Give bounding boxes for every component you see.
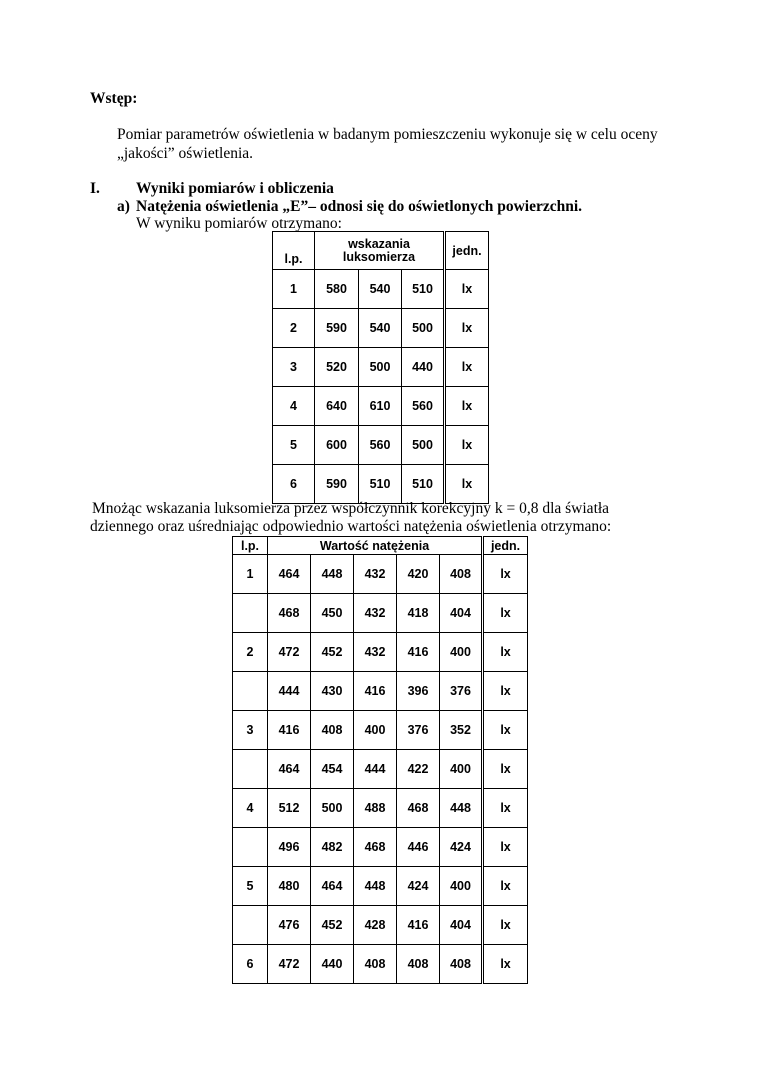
cell-value: 400 bbox=[440, 867, 483, 906]
cell-value: 464 bbox=[268, 555, 311, 594]
col-readings-line-2: luksomierza bbox=[342, 249, 416, 264]
table-header-row bbox=[273, 232, 489, 270]
cell-value: 422 bbox=[397, 750, 440, 789]
cell-unit: lx bbox=[483, 867, 528, 906]
cell-unit: lx bbox=[445, 309, 489, 348]
cell-lp bbox=[233, 828, 268, 867]
cell-value: 450 bbox=[311, 594, 354, 633]
cell-unit: lx bbox=[483, 711, 528, 750]
col-unit-header: jedn. bbox=[483, 537, 528, 555]
intensity-table bbox=[232, 536, 528, 984]
cell-value: 408 bbox=[440, 945, 483, 984]
cell-value: 452 bbox=[311, 633, 354, 672]
cell-unit: lx bbox=[483, 945, 528, 984]
table-row bbox=[273, 348, 489, 387]
cell-value: 580 bbox=[315, 270, 359, 309]
table-row bbox=[233, 555, 528, 594]
cell-lp bbox=[233, 750, 268, 789]
cell-value: 496 bbox=[268, 828, 311, 867]
cell-unit: lx bbox=[445, 348, 489, 387]
cell-value: 448 bbox=[440, 789, 483, 828]
cell-value: 452 bbox=[311, 906, 354, 945]
cell-value: 476 bbox=[268, 906, 311, 945]
col-readings-header bbox=[315, 232, 445, 270]
cell-lp bbox=[233, 672, 268, 711]
cell-value: 444 bbox=[354, 750, 397, 789]
cell-value: 404 bbox=[440, 906, 483, 945]
cell-value: 500 bbox=[402, 426, 445, 465]
cell-value: 448 bbox=[311, 555, 354, 594]
cell-unit: lx bbox=[483, 633, 528, 672]
cell-unit: lx bbox=[445, 426, 489, 465]
cell-value: 500 bbox=[359, 348, 402, 387]
measurements-table bbox=[272, 231, 489, 504]
intro-line-1: Pomiar parametrów oświetlenia w badanym pomieszczeniu wykonuje się w celu oceny bbox=[117, 126, 658, 143]
cell-value: 468 bbox=[268, 594, 311, 633]
section-heading: Wstęp: bbox=[90, 90, 138, 107]
cell-unit: lx bbox=[483, 906, 528, 945]
cell-value: 428 bbox=[354, 906, 397, 945]
table-row bbox=[233, 633, 528, 672]
subsection-title: Natężenia oświetlenia „E”– odnosi się do oświetlonych powierzchni. bbox=[136, 198, 583, 215]
table-header-row bbox=[233, 537, 528, 555]
cell-value: 540 bbox=[359, 270, 402, 309]
cell-value: 560 bbox=[402, 387, 445, 426]
cell-value: 472 bbox=[268, 945, 311, 984]
cell-value: 430 bbox=[311, 672, 354, 711]
cell-value: 512 bbox=[268, 789, 311, 828]
cell-unit: lx bbox=[483, 594, 528, 633]
cell-value: 482 bbox=[311, 828, 354, 867]
cell-value: 610 bbox=[359, 387, 402, 426]
measured-text: W wyniku pomiarów otrzymano: bbox=[136, 215, 342, 232]
cell-value: 444 bbox=[268, 672, 311, 711]
cell-unit: lx bbox=[445, 465, 489, 504]
cell-unit: lx bbox=[483, 789, 528, 828]
table-row bbox=[233, 789, 528, 828]
cell-lp: 4 bbox=[233, 789, 268, 828]
cell-value: 432 bbox=[354, 555, 397, 594]
cell-lp: 1 bbox=[233, 555, 268, 594]
table-row bbox=[273, 465, 489, 504]
cell-value: 404 bbox=[440, 594, 483, 633]
col-lp-header: l.p. bbox=[273, 232, 315, 270]
cell-value: 424 bbox=[440, 828, 483, 867]
cell-value: 468 bbox=[354, 828, 397, 867]
cell-lp: 2 bbox=[273, 309, 315, 348]
cell-value: 432 bbox=[354, 594, 397, 633]
cell-lp: 1 bbox=[273, 270, 315, 309]
table-row bbox=[273, 270, 489, 309]
cell-value: 416 bbox=[397, 906, 440, 945]
cell-lp: 6 bbox=[233, 945, 268, 984]
cell-value: 418 bbox=[397, 594, 440, 633]
cell-value: 376 bbox=[397, 711, 440, 750]
cell-value: 510 bbox=[402, 465, 445, 504]
cell-value: 424 bbox=[397, 867, 440, 906]
cell-unit: lx bbox=[483, 750, 528, 789]
subsection-label: a) bbox=[117, 198, 130, 215]
cell-value: 510 bbox=[359, 465, 402, 504]
correction-line-1: Mnożąc wskazania luksomierza przez współczynnik korekcyjny k = 0,8 dla światła bbox=[92, 500, 610, 517]
cell-value: 376 bbox=[440, 672, 483, 711]
cell-value: 488 bbox=[354, 789, 397, 828]
cell-lp: 3 bbox=[273, 348, 315, 387]
cell-value: 500 bbox=[311, 789, 354, 828]
cell-value: 440 bbox=[311, 945, 354, 984]
cell-value: 472 bbox=[268, 633, 311, 672]
col-values-header: Wartość natężenia bbox=[268, 537, 483, 555]
cell-value: 400 bbox=[440, 633, 483, 672]
cell-value: 464 bbox=[268, 750, 311, 789]
cell-value: 408 bbox=[354, 945, 397, 984]
cell-value: 468 bbox=[397, 789, 440, 828]
cell-value: 446 bbox=[397, 828, 440, 867]
table-row bbox=[233, 672, 528, 711]
cell-value: 590 bbox=[315, 309, 359, 348]
cell-lp: 6 bbox=[273, 465, 315, 504]
cell-value: 464 bbox=[311, 867, 354, 906]
cell-value: 396 bbox=[397, 672, 440, 711]
cell-value: 520 bbox=[315, 348, 359, 387]
table-row bbox=[233, 906, 528, 945]
cell-value: 510 bbox=[402, 270, 445, 309]
table-row bbox=[273, 309, 489, 348]
table-row bbox=[233, 945, 528, 984]
table-row bbox=[233, 828, 528, 867]
table-row bbox=[233, 750, 528, 789]
cell-value: 600 bbox=[315, 426, 359, 465]
cell-value: 400 bbox=[354, 711, 397, 750]
table-row bbox=[273, 426, 489, 465]
cell-value: 448 bbox=[354, 867, 397, 906]
section-number: I. bbox=[90, 180, 100, 197]
cell-value: 440 bbox=[402, 348, 445, 387]
cell-value: 416 bbox=[397, 633, 440, 672]
cell-value: 500 bbox=[402, 309, 445, 348]
col-lp-header: l.p. bbox=[233, 537, 268, 555]
cell-unit: lx bbox=[483, 555, 528, 594]
cell-value: 480 bbox=[268, 867, 311, 906]
section-title: Wyniki pomiarów i obliczenia bbox=[136, 180, 334, 197]
cell-value: 408 bbox=[311, 711, 354, 750]
cell-unit: lx bbox=[483, 672, 528, 711]
col-readings-line-1: wskazania bbox=[348, 236, 410, 251]
cell-value: 432 bbox=[354, 633, 397, 672]
cell-value: 590 bbox=[315, 465, 359, 504]
table-row bbox=[273, 387, 489, 426]
cell-lp: 5 bbox=[273, 426, 315, 465]
cell-unit: lx bbox=[445, 270, 489, 309]
cell-unit: lx bbox=[445, 387, 489, 426]
cell-unit: lx bbox=[483, 828, 528, 867]
table-row bbox=[233, 594, 528, 633]
table-row bbox=[233, 867, 528, 906]
cell-lp: 2 bbox=[233, 633, 268, 672]
col-unit-header: jedn. bbox=[445, 232, 489, 270]
cell-value: 420 bbox=[397, 555, 440, 594]
cell-value: 408 bbox=[397, 945, 440, 984]
cell-value: 454 bbox=[311, 750, 354, 789]
cell-value: 540 bbox=[359, 309, 402, 348]
cell-lp bbox=[233, 906, 268, 945]
cell-value: 352 bbox=[440, 711, 483, 750]
cell-value: 416 bbox=[268, 711, 311, 750]
cell-value: 640 bbox=[315, 387, 359, 426]
cell-lp: 3 bbox=[233, 711, 268, 750]
intro-line-2: „jakości” oświetlenia. bbox=[117, 145, 254, 162]
cell-value: 400 bbox=[440, 750, 483, 789]
table-row bbox=[233, 711, 528, 750]
cell-value: 408 bbox=[440, 555, 483, 594]
correction-line-2: dziennego oraz uśredniając odpowiednio wartości natężenia oświetlenia otrzymano: bbox=[90, 518, 612, 535]
cell-lp bbox=[233, 594, 268, 633]
cell-lp: 4 bbox=[273, 387, 315, 426]
cell-lp: 5 bbox=[233, 867, 268, 906]
cell-value: 560 bbox=[359, 426, 402, 465]
cell-value: 416 bbox=[354, 672, 397, 711]
